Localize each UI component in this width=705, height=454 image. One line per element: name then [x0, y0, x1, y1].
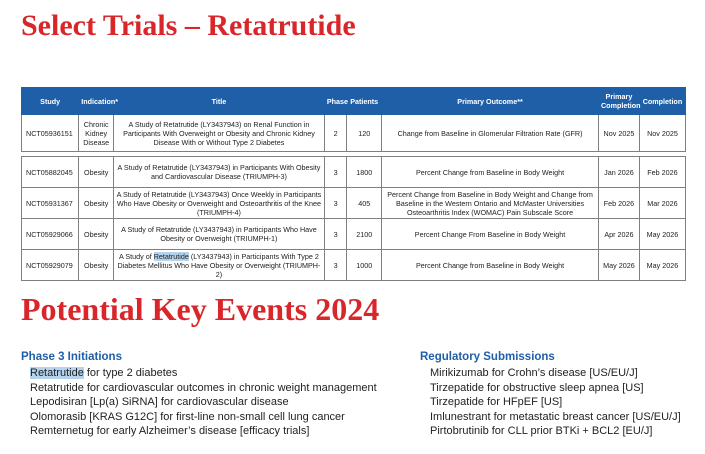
- col-header-primary-outcome: Primary Outcome**: [382, 88, 599, 115]
- trials-table: [21, 87, 686, 281]
- col-header-primary-completion: Primary Completion: [598, 88, 639, 115]
- cell-outcome: Percent Change From Baseline in Body Weight: [382, 219, 599, 250]
- trials-title: Select Trials – Retatrutide: [21, 9, 356, 42]
- table-row: [22, 157, 686, 188]
- cell-title: A Study of Retatrutide (LY3437943) on Renal Function in Participants With Overweight or Obesity and Chronic Kidney Disease With or Without Type 2 Diabetes: [114, 115, 325, 152]
- cell-patients: 1000: [347, 250, 382, 281]
- list-item: Retatrutide for cardiovascular outcomes in chronic weight management: [30, 381, 377, 394]
- cell-outcome: Percent Change from Baseline in Body Weight and Change from Baseline in the Western Ontario and McMaster Universities Osteoarthritis Index (WOMAC) Pain Subscale Score: [382, 188, 599, 219]
- title-suffix: (LY3437943) in Participants With Type 2 Diabetes Mellitus Who Have Obesity or Overweight (TRIUMPH-2): [117, 251, 321, 279]
- list-item: [30, 366, 377, 381]
- col-header-patients: Patients: [347, 88, 382, 115]
- cell-patients: 120: [347, 115, 382, 152]
- list-item: Lepodisiran [Lp(a) SiRNA] for cardiovascular disease: [30, 396, 289, 409]
- cell-phase: 3: [324, 157, 347, 188]
- regulatory-heading: Regulatory Submissions: [420, 351, 555, 363]
- cell-indication: Obesity: [79, 188, 114, 219]
- cell-title: [114, 250, 325, 281]
- col-header-indication: Indication*: [79, 88, 114, 115]
- list-item-text: for type 2 diabetes: [83, 367, 178, 379]
- cell-patients: 405: [347, 188, 382, 219]
- col-header-study: Study: [22, 88, 79, 115]
- cell-outcome: Change from Baseline in Glomerular Filtration Rate (GFR): [382, 115, 599, 152]
- phase3-list: [30, 366, 377, 439]
- cell-study: NCT05936151: [22, 115, 79, 152]
- cell-phase: 3: [324, 188, 347, 219]
- cell-indication: Obesity: [79, 157, 114, 188]
- list-item: Imlunestrant for metastatic breast cancer [US/EU/J]: [430, 410, 681, 423]
- cell-completion: May 2026: [639, 250, 685, 281]
- cell-title: A Study of Retatrutide (LY3437943) in Participants With Obesity and Cardiovascular Disease (TRIUMPH-3): [114, 157, 325, 188]
- title-prefix: A Study of: [118, 251, 154, 261]
- cell-indication: Obesity: [79, 219, 114, 250]
- table-row: [22, 115, 686, 152]
- cell-outcome: Percent Change from Baseline in Body Weight: [382, 250, 599, 281]
- cell-patients: 1800: [347, 157, 382, 188]
- cell-patients: 2100: [347, 219, 382, 250]
- cell-primary-completion: May 2026: [598, 250, 639, 281]
- events-title: Potential Key Events 2024: [21, 291, 380, 327]
- highlighted-text: Retatrutide: [30, 367, 84, 379]
- list-item: Mirikizumab for Crohn’s disease [US/EU/J]: [430, 367, 638, 379]
- cell-primary-completion: Nov 2025: [598, 115, 639, 152]
- phase3-heading: Phase 3 Initiations: [21, 351, 122, 363]
- cell-phase: 2: [324, 115, 347, 152]
- cell-primary-completion: Feb 2026: [598, 188, 639, 219]
- cell-study: NCT05931367: [22, 188, 79, 219]
- table-row: [22, 188, 686, 219]
- list-item: Tirzepatide for obstructive sleep apnea [US]: [430, 381, 644, 394]
- list-item: Tirzepatide for HFpEF [US]: [430, 396, 563, 409]
- cell-completion: May 2026: [639, 219, 685, 250]
- list-item: Remternetug for early Alzheimer’s disease [efficacy trials]: [30, 425, 310, 438]
- list-item: Pirtobrutinib for CLL prior BTKi + BCL2 [EU/J]: [430, 425, 653, 438]
- cell-indication: Obesity: [79, 250, 114, 281]
- cell-completion: Feb 2026: [639, 157, 685, 188]
- cell-phase: 3: [324, 250, 347, 281]
- highlighted-text: Retatrutide: [153, 251, 189, 261]
- cell-title: A Study of Retatrutide (LY3437943) Once Weekly in Participants Who Have Obesity or Overweight and Osteoarthritis of the Knee (TRIUMPH-4): [114, 188, 325, 219]
- cell-title: A Study of Retatrutide (LY3437943) in Participants Who Have Obesity or Overweight (TRIUMPH-1): [114, 219, 325, 250]
- cell-completion: Nov 2025: [639, 115, 685, 152]
- col-header-phase: Phase: [324, 88, 347, 115]
- table-row: [22, 219, 686, 250]
- regulatory-list: [430, 366, 681, 439]
- cell-primary-completion: Apr 2026: [598, 219, 639, 250]
- cell-primary-completion: Jan 2026: [598, 157, 639, 188]
- list-item: Olomorasib [KRAS G12C] for first-line non-small cell lung cancer: [30, 410, 345, 423]
- cell-study: NCT05882045: [22, 157, 79, 188]
- table-header-row: [22, 88, 686, 115]
- table-row: [22, 250, 686, 281]
- cell-indication: Chronic Kidney Disease: [79, 115, 114, 152]
- col-header-title: Title: [114, 88, 325, 115]
- cell-outcome: Percent Change from Baseline in Body Weight: [382, 157, 599, 188]
- cell-completion: Mar 2026: [639, 188, 685, 219]
- cell-phase: 3: [324, 219, 347, 250]
- col-header-completion: Completion: [639, 88, 685, 115]
- cell-study: NCT05929079: [22, 250, 79, 281]
- cell-study: NCT05929066: [22, 219, 79, 250]
